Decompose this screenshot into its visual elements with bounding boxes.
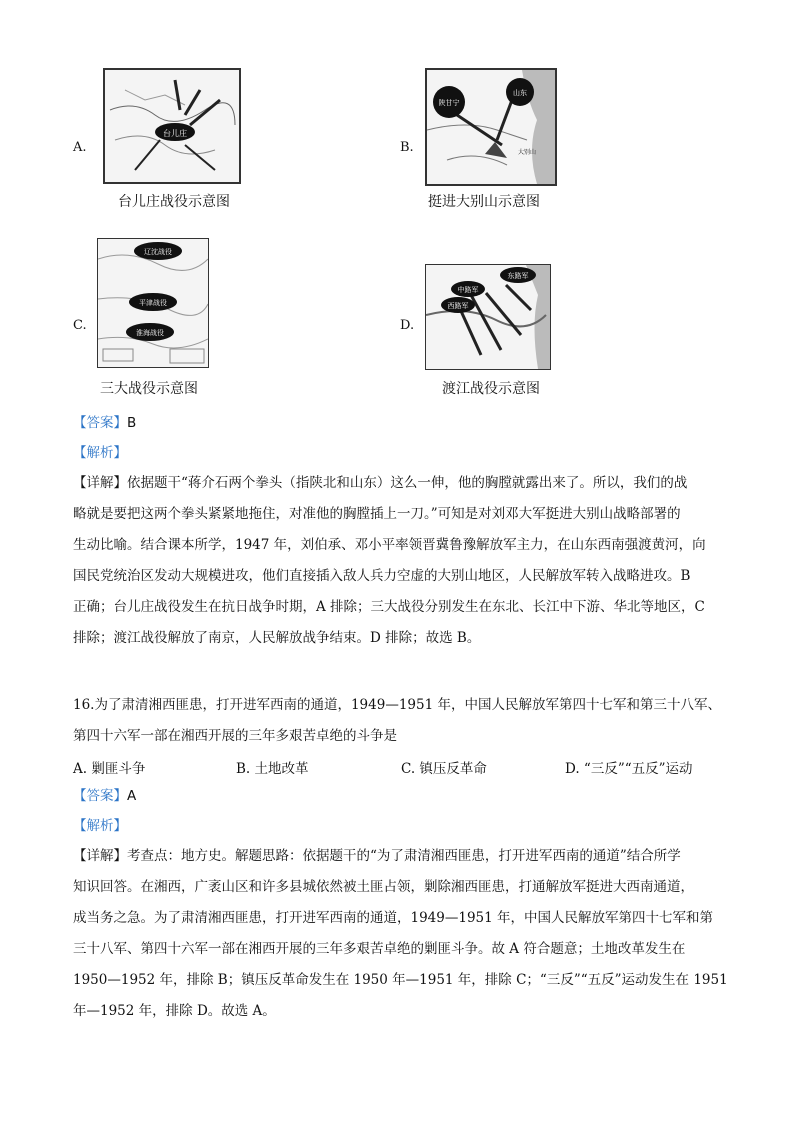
answer-tag: 【答案】 — [73, 788, 127, 804]
q15-detail-line: 排除；渡江战役解放了南京，人民解放战争结束。D 排除；故选 B。 — [73, 630, 481, 646]
answer-value: B — [127, 415, 137, 431]
option-c-badge-1: 辽沈战役 — [144, 248, 172, 256]
q15-analysis-row — [73, 443, 127, 463]
option-c-badge-2: 平津战役 — [139, 299, 167, 307]
analysis-tag: 【解析】 — [73, 445, 127, 461]
option-c-map — [97, 238, 209, 368]
option-b-badge-3: 大别山 — [517, 149, 537, 156]
q16-detail-line — [73, 846, 681, 866]
option-a-caption: 台儿庄战役示意图 — [118, 194, 230, 210]
q16-analysis-row — [73, 816, 127, 836]
option-b-map — [425, 68, 557, 186]
option-d-caption: 渡江战役示意图 — [442, 381, 540, 397]
option-c-badge-3: 淮海战役 — [136, 329, 164, 337]
option-d-badge-3: 西路军 — [447, 302, 469, 310]
q15-detail-line: 国民党统治区发动大规模进攻，他们直接插入敌人兵力空虚的大别山地区，人民解放军转入战略进攻。B — [73, 568, 691, 584]
option-b-letter: B. — [400, 140, 414, 155]
q16-choice-c: C. 镇压反革命 — [401, 761, 487, 777]
q16-detail-line: 三十八军、第四十六军一部在湘西开展的三年多艰苦卓绝的剿匪斗争。故 A 符合题意；土地改革发生在 — [73, 941, 686, 957]
detail-tag: 【详解】 — [73, 848, 127, 864]
q16-choice-d: D. “三反”“五反”运动 — [565, 761, 693, 777]
option-c-letter: C. — [73, 318, 87, 333]
q15-detail-line: 生动比喻。结合课本所学，1947 年，刘伯承、邓小平率领晋冀鲁豫解放军主力，在山东西南强渡黄河，向 — [73, 537, 706, 553]
option-a-map — [103, 68, 241, 184]
q16-detail-line: 成当务之急。为了肃清湘西匪患，打开进军西南的通道，1949—1951 年，中国人民解放军第四十七军和第 — [73, 910, 714, 926]
analysis-tag: 【解析】 — [73, 818, 127, 834]
q16-detail-line: 1950—1952 年，排除 B；镇压反革命发生在 1950 年—1951 年，排除 C；“三反”“五反”运动发生在 1951 — [73, 972, 728, 988]
detail-text: 考查点：地方史。解题思路：依据题干的“为了肃清湘西匪患，打开进军西南的通道”结合所学 — [127, 848, 681, 864]
answer-value: A — [127, 788, 137, 804]
option-b-badge-2: 山东 — [513, 89, 527, 97]
answer-tag: 【答案】 — [73, 415, 127, 431]
q15-detail-line: 正确；台儿庄战役发生在抗日战争时期，A 排除；三大战役分别发生在东北、长江中下游、华北等地区，C — [73, 599, 705, 615]
detail-text: 依据题干“蒋介石两个拳头（指陕北和山东）这么一伸，他的胸膛就露出来了。所以，我们的战 — [127, 475, 688, 491]
q16-stem-line: 16.为了肃清湘西匪患，打开进军西南的通道，1949—1951 年，中国人民解放军第四十七军和第三十八军、 — [73, 697, 721, 713]
option-d-map — [425, 264, 551, 370]
q16-choice-b: B. 土地改革 — [236, 761, 309, 777]
q16-stem-line: 第四十六军一部在湘西开展的三年多艰苦卓绝的斗争是 — [73, 728, 397, 744]
detail-tag: 【详解】 — [73, 475, 127, 491]
q16-detail-line: 年—1952 年，排除 D。故选 A。 — [73, 1003, 276, 1019]
option-b-badge-1: 陕甘宁 — [438, 99, 460, 107]
option-d-badge-1: 东路军 — [507, 272, 529, 280]
option-b-caption: 挺进大别山示意图 — [428, 194, 540, 210]
q16-choice-a: A. 剿匪斗争 — [73, 761, 146, 777]
q15-answer-row — [73, 413, 136, 433]
q16-detail-line: 知识回答。在湘西，广袤山区和许多县城依然被土匪占领，剿除湘西匪患，打通解放军挺进大西南通道， — [73, 879, 694, 895]
option-d-letter: D. — [400, 318, 415, 333]
option-a-letter: A. — [73, 140, 87, 155]
option-d-badge-2: 中路军 — [457, 286, 479, 294]
q16-answer-row — [73, 786, 136, 806]
q15-detail-line: 略就是要把这两个拳头紧紧地拖住，对准他的胸膛插上一刀。”可知是对刘邓大军挺进大别山战略部署的 — [73, 506, 681, 522]
option-c-caption: 三大战役示意图 — [100, 381, 198, 397]
q15-detail-line — [73, 473, 687, 493]
option-a-badge: 台儿庄 — [163, 129, 187, 138]
